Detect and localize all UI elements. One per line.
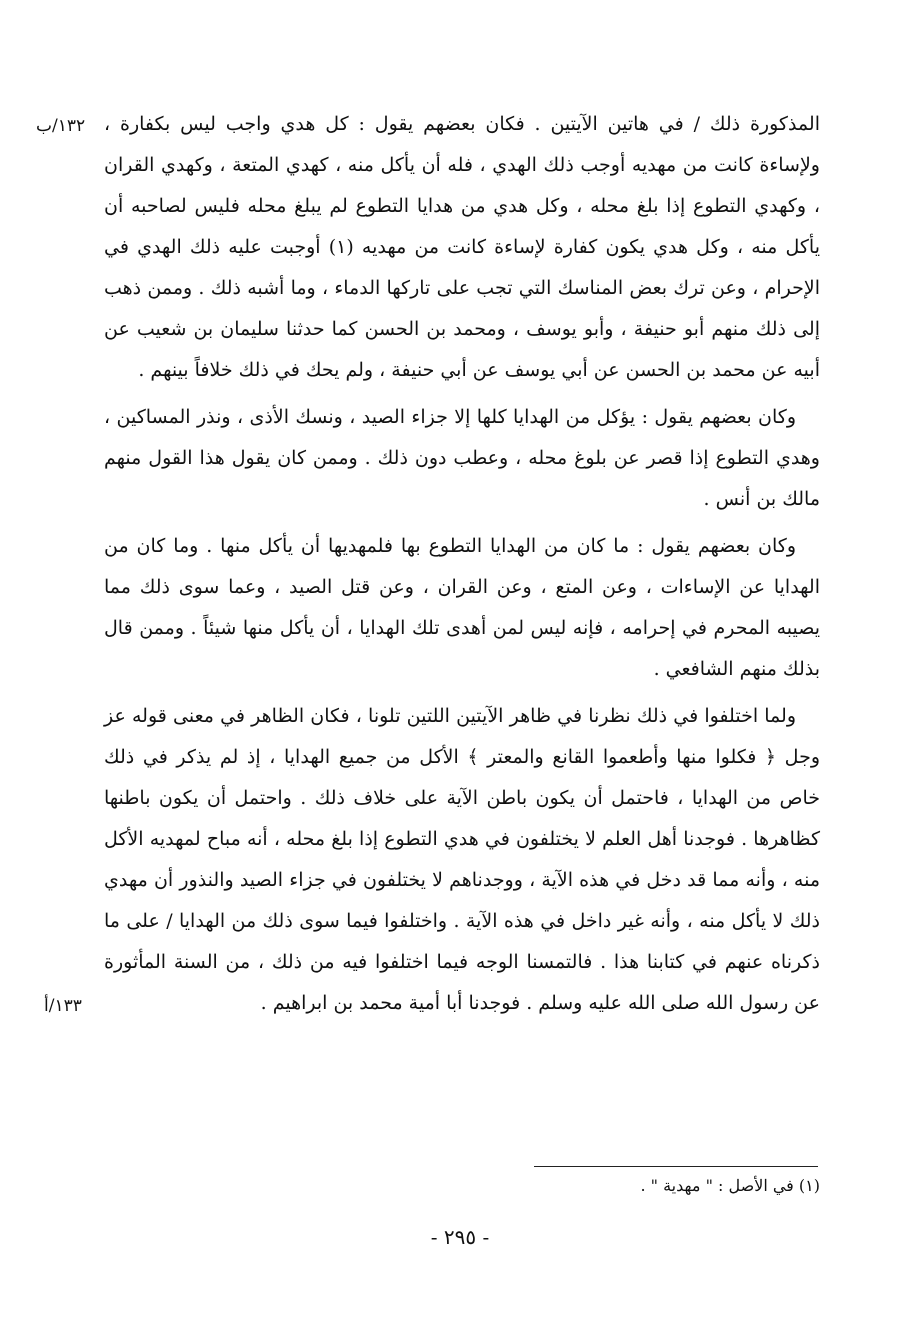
paragraph: ولما اختلفوا في ذلك نظرنا في ظاهر الآيتين اللتين تلونا ، فكان الظاهر في معنى قوله عز وجل ﴿ فكلوا منها وأطعموا القانع والمعتر ﴾ الأكل من جميع الهدايا ، إذ لم يذكر في ذلك خاص من الهدايا ، فاحتمل أن يكون باطن الآية على خلاف ذلك . واحتمل أن يكون باطنها كظاهرها . فوجدنا أهل العلم لا يختلفون في هدي التطوع إذا بلغ محله ، أنه مباح لمهديه الأكل منه ، وأنه مما قد دخل في هذه الآية ، ووجدناهم لا يختلفون في جزاء الصيد والنذور أن مهدي ذلك لا يأكل منه ، وأنه غير داخل في هذه الآية . واختلفوا فيما سوى ذلك من الهدايا / على ما ذكرناه عنهم في كتابنا هذا . فالتمسنا الوجه فيما اختلفوا فيه من ذلك ، من السنة المأثورة عن رسول الله صلى الله عليه وسلم . فوجدنا أبا أمية محمد بن ابراهيم .	[104, 705, 820, 1014]
paragraph: وكان بعضهم يقول : يؤكل من الهدايا كلها إلا جزاء الصيد ، ونسك الأذى ، ونذر المساكين ، وهدي التطوع إذا قصر عن بلوغ محله ، وعطب دون ذلك . وممن كان يقول هذا القول منهم مالك بن أنس .	[104, 406, 820, 510]
footnote: (١) في الأصل : " مهدية " .	[640, 1176, 820, 1195]
footnote-divider	[534, 1166, 818, 1167]
main-text	[104, 104, 820, 1024]
margin-folio-note: ١٣٢/ب	[36, 116, 86, 136]
page-number: - ٢٩٥ -	[430, 1225, 490, 1249]
paragraph: المذكورة ذلك / في هاتين الآيتين . فكان بعضهم يقول : كل هدي واجب ليس بكفارة ، ولإساءة كانت من مهديه أوجب ذلك الهدي ، فله أن يأكل منه ، كهدي المتعة ، وكهدي القران ، وكهدي التطوع إذا بلغ محله ، وكل هدي من هدايا التطوع لم يبلغ محله فليس لصاحبه أن يأكل منه ، وكل هدي يكون كفارة لإساءة كانت من مهديه (١) أوجبت عليه ذلك الهدي في الإحرام ، وعن ترك بعض المناسك التي تجب على تاركها الدماء ، وما أشبه ذلك . وممن ذهب إلى ذلك منهم أبو حنيفة ، وأبو يوسف ، ومحمد بن الحسن كما حدثنا سليمان بن شعيب عن أبيه عن محمد بن الحسن عن أبي يوسف عن أبي حنيفة ، ولم يحك في ذلك خلافاً بينهم .	[104, 113, 820, 381]
margin-folio-note: ١٣٣/أ	[44, 996, 82, 1016]
paragraph: وكان بعضهم يقول : ما كان من الهدايا التطوع بها فلمهديها أن يأكل منها . وما كان من الهدايا عن الإساءات ، وعن المتع ، وعن القران ، وعن قتل الصيد ، وعما سوى ذلك مما يصيبه المحرم في إحرامه ، فإنه ليس لمن أهدى تلك الهدايا ، أن يأكل منها شيئاً . وممن قال بذلك منهم الشافعي .	[104, 535, 820, 680]
